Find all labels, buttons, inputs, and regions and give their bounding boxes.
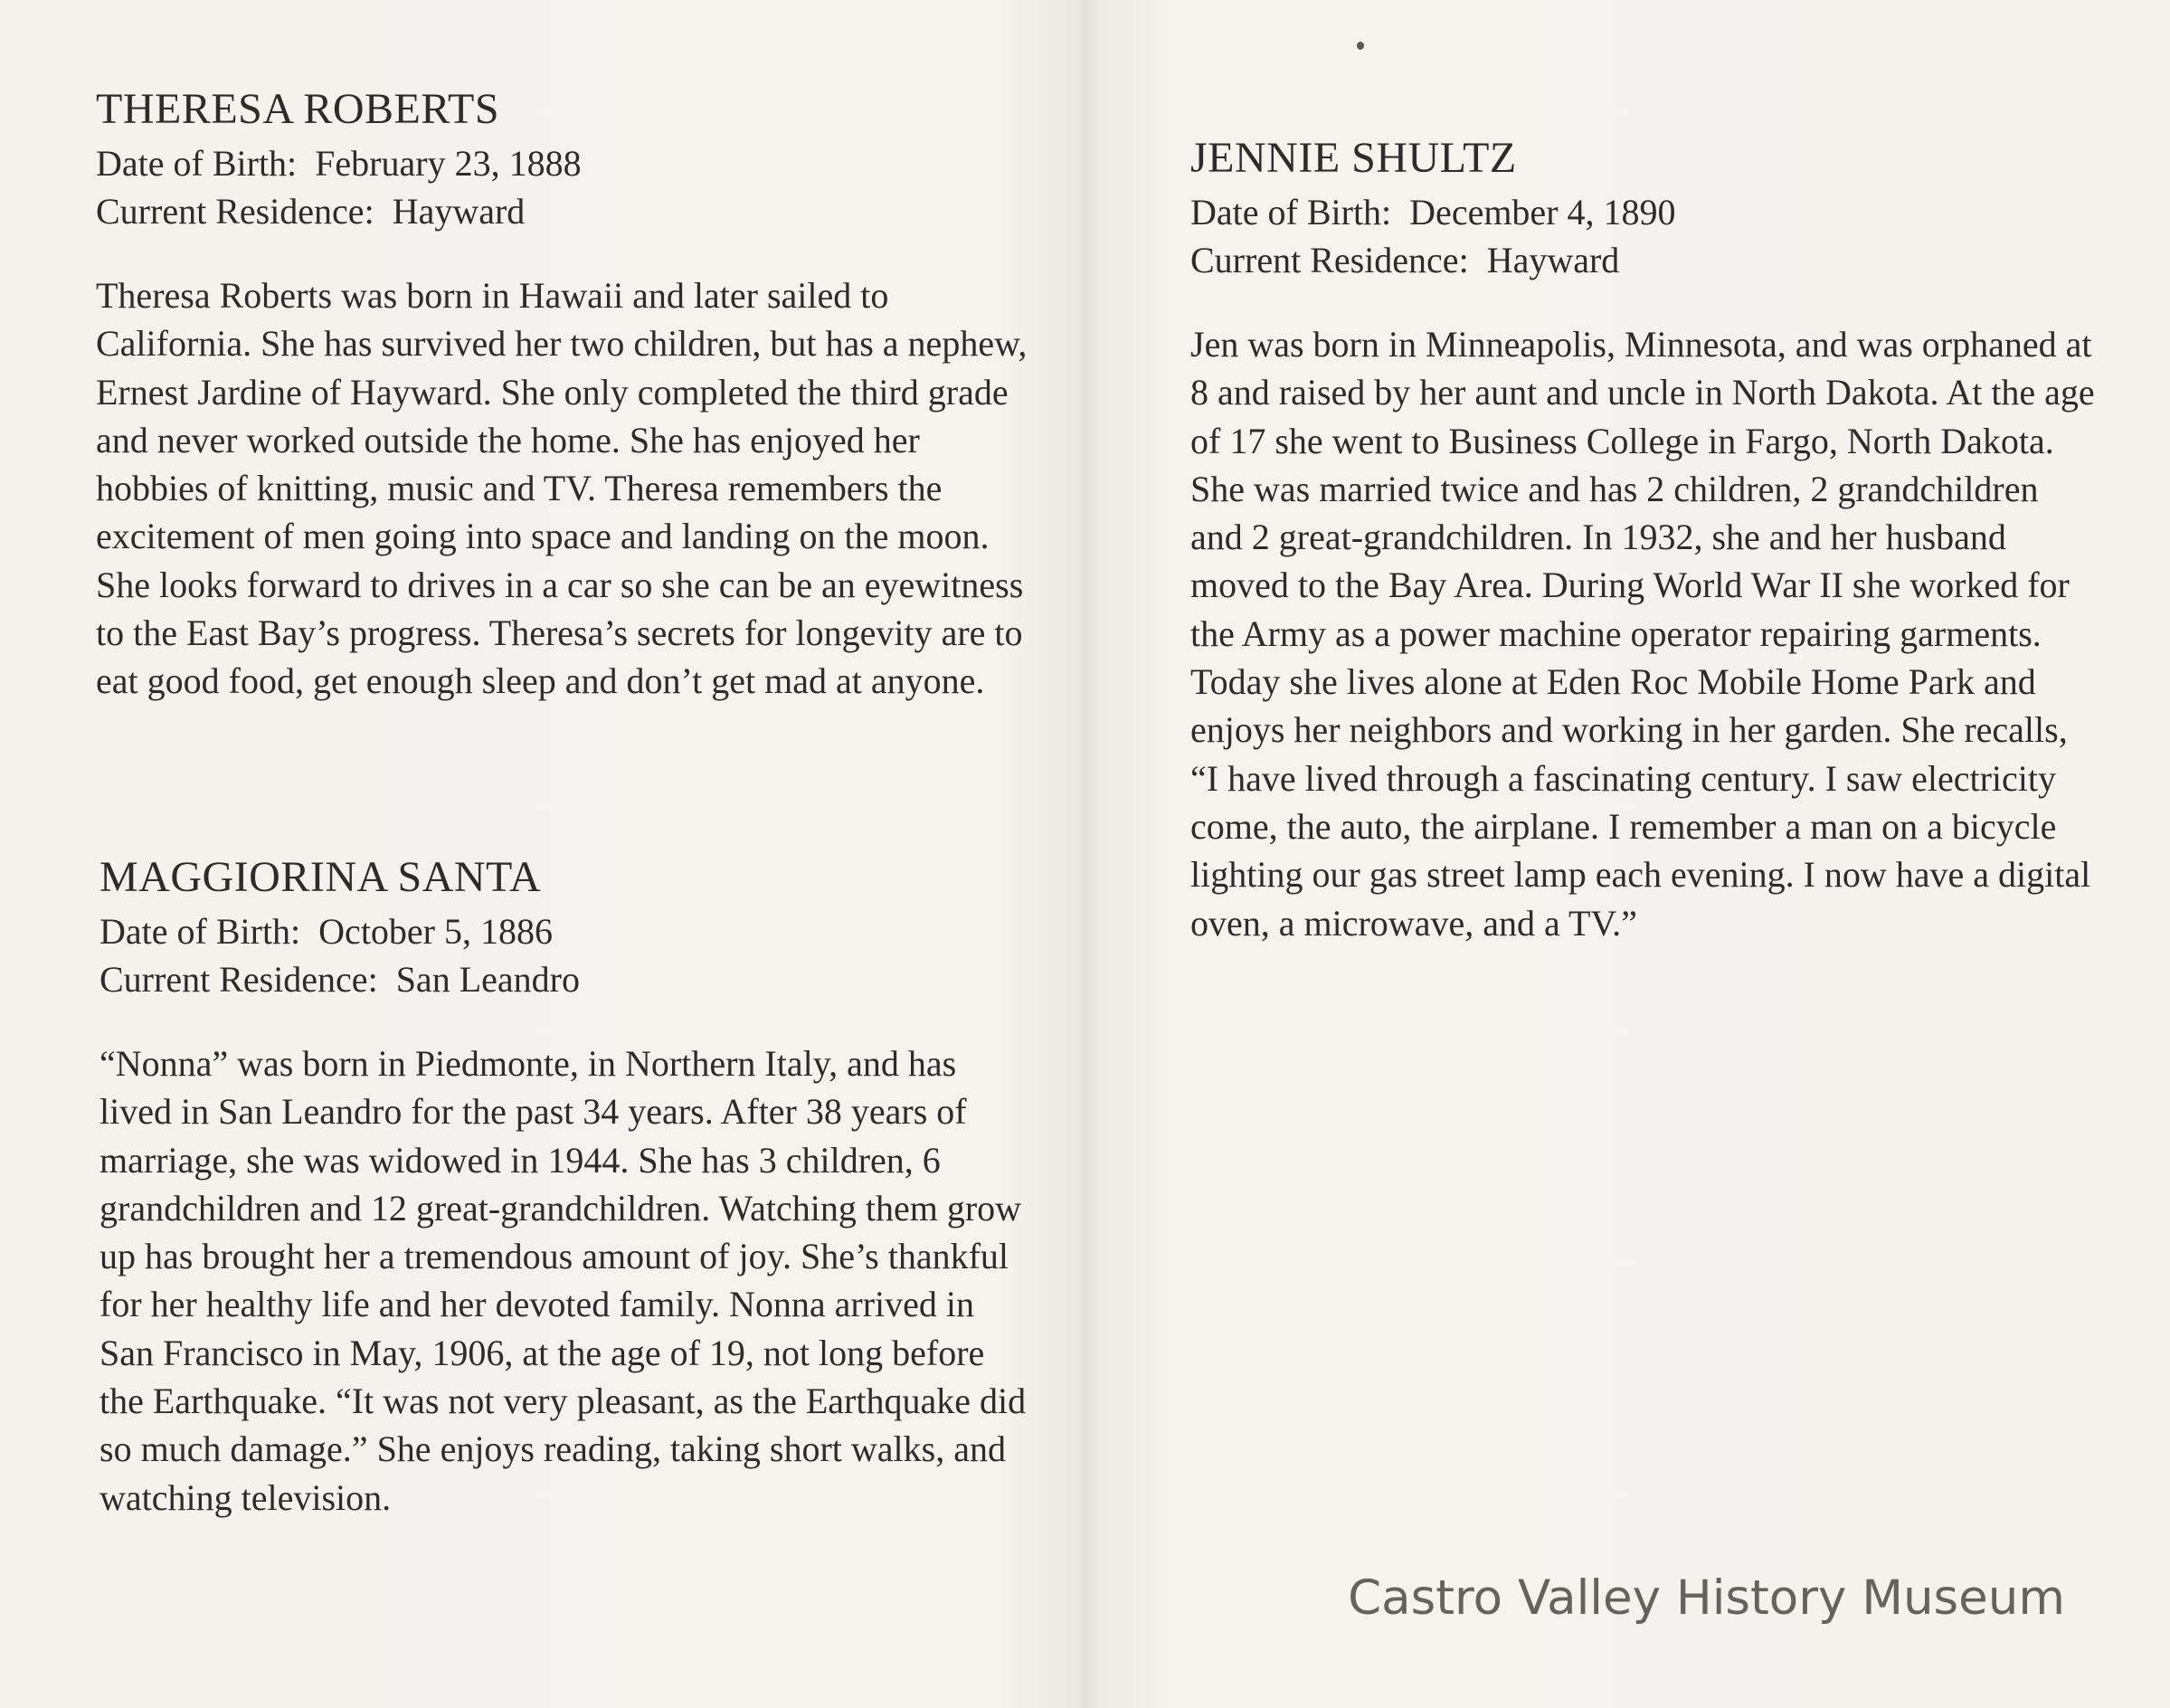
residence-value: San Leandro xyxy=(395,959,580,1000)
right-page xyxy=(1085,0,2170,1708)
residence-value: Hayward xyxy=(1486,240,1620,280)
residence-label: Current Residence: xyxy=(99,959,378,1000)
profile-entry-maggiorina-santa xyxy=(99,853,1040,1522)
date-of-birth-line xyxy=(1190,188,2131,236)
profile-bio: “Nonna” was born in Piedmonte, in Northern Italy, and has lived in San Leandro for the past 34 years. After 38 years of marriage, she was widowed in 1944. She has 3 children, 6 grandchildren and 12 great-grandchildren. Watching them grow up has brought her a tremendous amount of joy. She’s thankful for her healthy life and her devoted family. Nonna arrived in San Francisco in May, 1906, at the age of 19, not long before the Earthquake. “It was not very pleasant, as the Earthquake did so much damage.” She enjoys reading, taking short walks, and watching television. xyxy=(99,1043,1027,1518)
dob-value: December 4, 1890 xyxy=(1409,192,1676,232)
profile-entry-jennie-shultz xyxy=(1190,134,2131,947)
print-speck xyxy=(1357,42,1364,50)
profile-entry-theresa-roberts xyxy=(96,85,1037,706)
residence-line xyxy=(1190,236,2131,284)
dob-label: Date of Birth: xyxy=(99,911,301,952)
dob-value: February 23, 1888 xyxy=(315,143,582,184)
profile-bio: Jen was born in Minneapolis, Minnesota, and was orphaned at 8 and raised by her aunt and uncle in North Dakota. At the age of 17 she went to Business College in Fargo, North Dakota. She was married twice and has 2 children, 2 grandchildren and 2 great-grandchildren. In 1932, she and her husband moved to the Bay Area. During World War II she worked for the Army as a power machine operator repairing garments. Today she lives alone at Eden Roc Mobile Home Park and enjoys her neighbors and working in her garden. She recalls, “I have lived through a fascinating century. I saw electricity come, the auto, the airplane. I remember a man on a bicycle lighting our gas street lamp each evening. I now have a digital oven, a microwave, and a TV.” xyxy=(1190,324,2095,944)
profile-bio: Theresa Roberts was born in Hawaii and later sailed to California. She has survived her two children, but has a nephew, Ernest Jardine of Hayward. She only completed the third grade and never worked outside the home. She has enjoyed her hobbies of knitting, music and TV. Theresa remembers the excitement of men going into space and landing on the moon. She looks forward to drives in a car so she can be an eyewitness to the East Bay’s progress. Theresa’s secrets for longevity are to eat good food, get enough sleep and don’t get mad at anyone. xyxy=(96,275,1028,702)
residence-value: Hayward xyxy=(392,191,526,232)
dob-label: Date of Birth: xyxy=(96,143,298,184)
profile-name: MAGGIORINA SANTA xyxy=(99,853,542,901)
dob-label: Date of Birth: xyxy=(1190,192,1392,232)
profile-name: JENNIE SHULTZ xyxy=(1190,134,1517,182)
date-of-birth-line xyxy=(99,907,1040,955)
profile-name: THERESA ROBERTS xyxy=(96,85,500,133)
residence-label: Current Residence: xyxy=(1190,240,1469,280)
residence-line xyxy=(99,955,1040,1003)
date-of-birth-line xyxy=(96,139,1037,187)
dob-value: October 5, 1886 xyxy=(318,911,553,952)
residence-label: Current Residence: xyxy=(96,191,374,232)
museum-credit-watermark: Castro Valley History Museum xyxy=(1348,1570,2065,1626)
residence-line xyxy=(96,187,1037,235)
